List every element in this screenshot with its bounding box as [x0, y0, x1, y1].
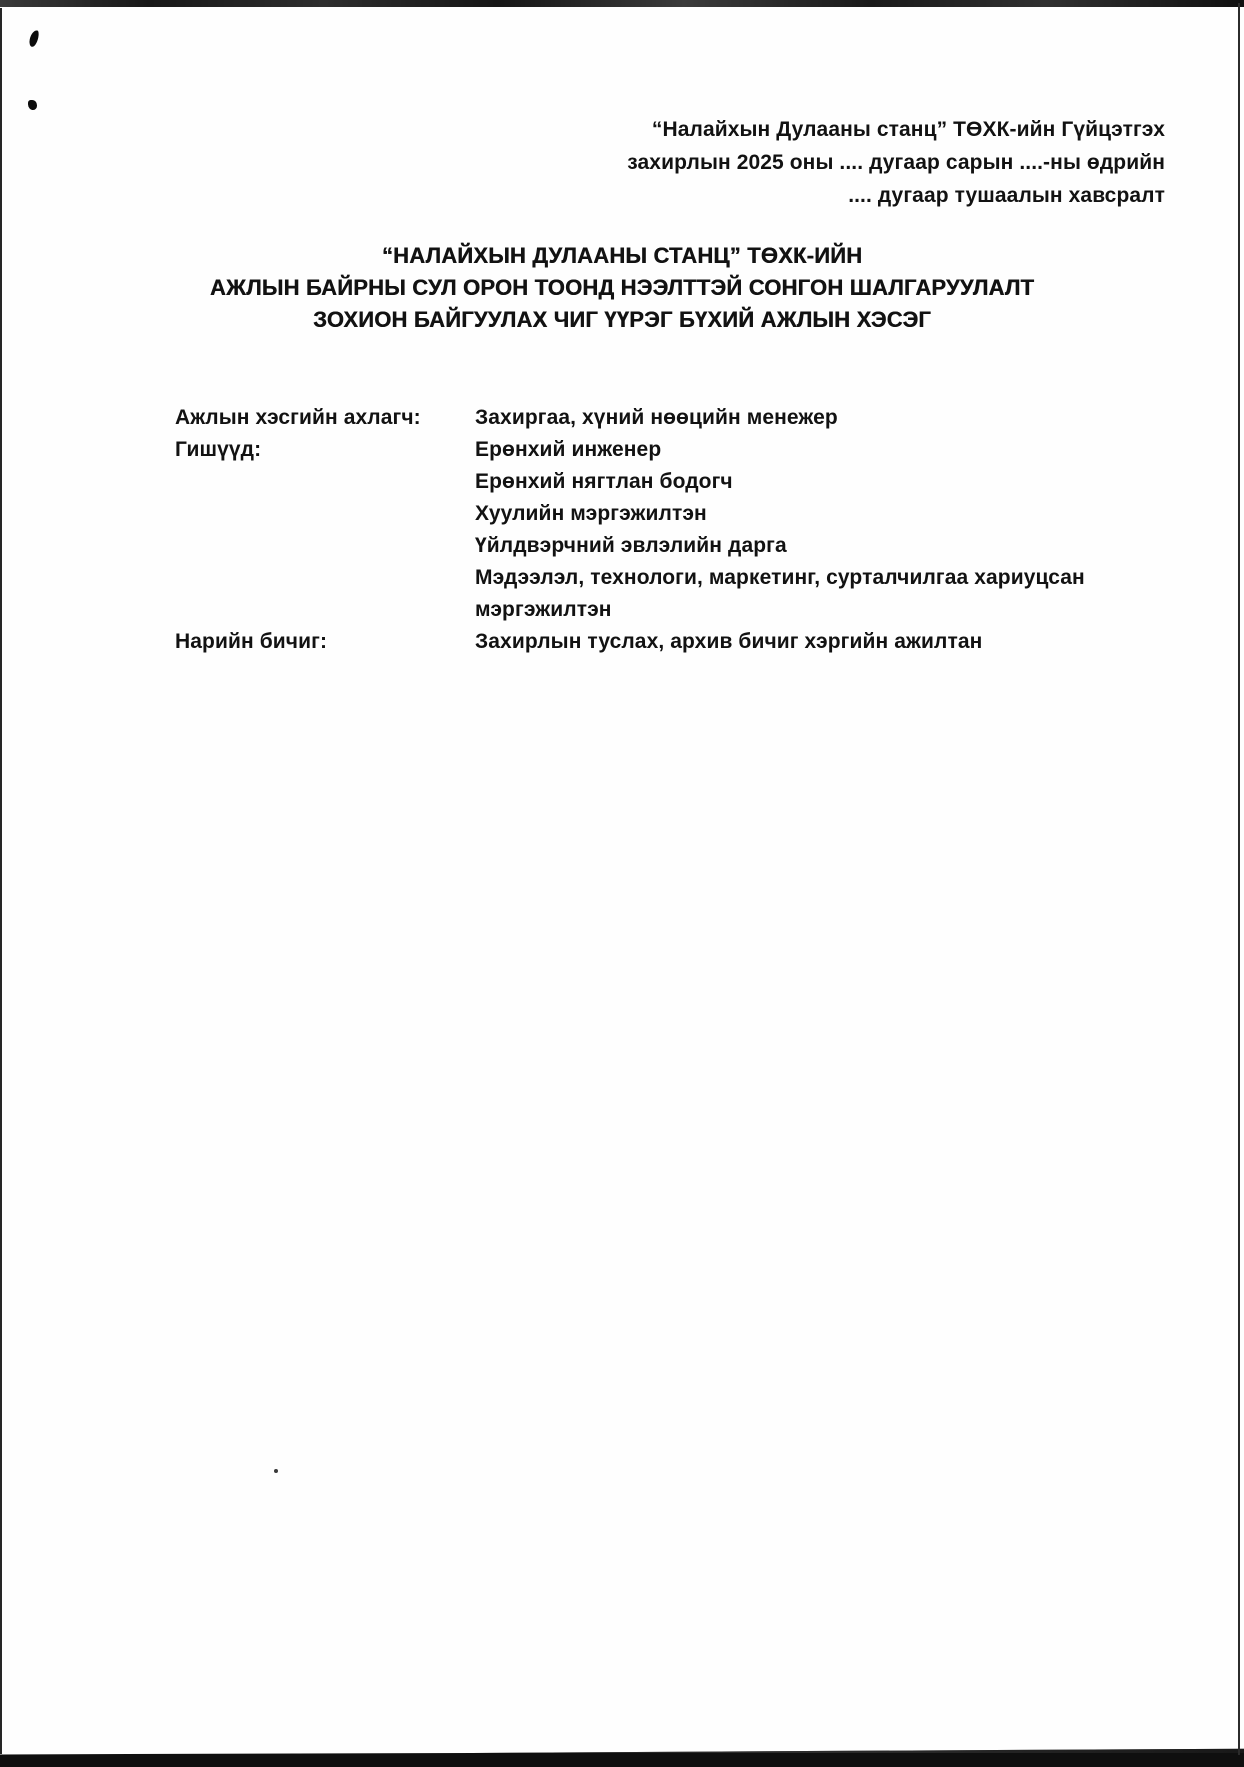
document-title — [2, 240, 1242, 336]
document-title-line: ЗОХИОН БАЙГУУЛАХ ЧИГ ҮҮРЭГ БҮХИЙ АЖЛЫН ХЭСЭГ — [313, 307, 931, 332]
role-value: Захирлын туслах, архив бичиг хэргийн ажилтан — [475, 630, 983, 653]
role-value: Захиргаа, хүний нөөцийн менежер — [475, 406, 838, 429]
ink-dot — [274, 1469, 278, 1473]
document-title-line: АЖЛЫН БАЙРНЫ СУЛ ОРОН ТООНД НЭЭЛТТЭЙ СОНГОН ШАЛГАРУУЛАЛТ — [209, 275, 1035, 300]
role-value: Ерөнхий инженер — [475, 438, 662, 461]
role-value: мэргэжилтэн — [475, 598, 612, 621]
ink-speck — [28, 29, 39, 47]
decree-reference-note — [627, 113, 1165, 212]
role-label: Ажлын хэсгийн ахлагч: — [175, 406, 421, 429]
working-group-row — [175, 466, 1170, 498]
scan-edge-bottom-band — [0, 1748, 1244, 1767]
ink-speck — [28, 100, 37, 110]
role-value: Үйлдвэрчний эвлэлийн дарга — [475, 534, 787, 557]
decree-reference-line: .... дугаар тушаалын хавсралт — [848, 184, 1165, 207]
document-title-line: “НАЛАЙХЫН ДУЛААНЫ СТАНЦ” ТӨХК-ИЙН — [381, 243, 863, 268]
working-group-row — [175, 562, 1170, 594]
working-group-row — [175, 594, 1170, 626]
role-value: Ерөнхий нягтлан бодогч — [475, 470, 733, 493]
role-label: Гишүүд: — [175, 438, 262, 461]
role-value: Хуулийн мэргэжилтэн — [475, 502, 707, 525]
role-label: Нарийн бичиг: — [175, 630, 328, 653]
working-group-row — [175, 530, 1170, 562]
working-group-row — [175, 402, 1170, 434]
decree-reference-line: захирлын 2025 оны .... дугаар сарын ....-ны өдрийн — [627, 151, 1165, 174]
role-label — [175, 594, 475, 626]
working-group-row — [175, 626, 1170, 658]
role-label — [175, 530, 475, 562]
role-label — [175, 562, 475, 594]
working-group-row — [175, 498, 1170, 530]
role-value: Мэдээлэл, технологи, маркетинг, сурталчилгаа хариуцсан — [475, 566, 1085, 589]
role-label — [175, 466, 475, 498]
scan-edge-top-band — [0, 0, 1244, 7]
role-label — [175, 498, 475, 530]
working-group-row — [175, 434, 1170, 466]
working-group-list — [175, 402, 1170, 658]
decree-reference-line: “Налайхын Дулааны станц” ТӨХК-ийн Гүйцэтгэх — [651, 118, 1165, 141]
